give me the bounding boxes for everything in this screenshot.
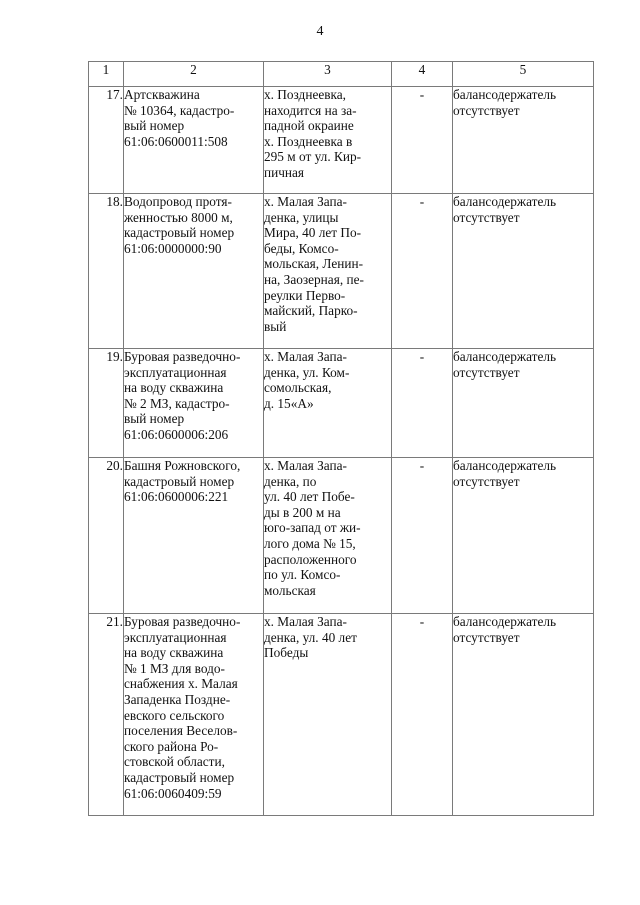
object-name-cell-line: № 1 МЗ для водо- bbox=[124, 660, 225, 676]
balance-holder-cell-line: отсутствует bbox=[453, 364, 520, 380]
object-name-cell-line: на воду скважина bbox=[124, 380, 224, 396]
balance-holder-cell bbox=[453, 614, 594, 816]
object-name-cell bbox=[124, 87, 264, 194]
table-row bbox=[89, 194, 594, 349]
balance-holder-cell-line: отсутствует bbox=[453, 473, 520, 489]
column-header-4: 4 bbox=[392, 62, 453, 87]
row-number: 18. bbox=[89, 194, 124, 349]
object-location-cell-line: реулки Перво- bbox=[264, 287, 346, 303]
balance-holder-cell-line: балансодержатель bbox=[453, 614, 557, 629]
balance-holder-cell-line: балансодержатель bbox=[453, 87, 557, 102]
object-location-cell bbox=[264, 349, 392, 458]
object-name-cell-line: 61:06:0000000:90 bbox=[124, 240, 222, 256]
object-location-cell-line: д. 15«А» bbox=[264, 395, 314, 411]
column-4-value: - bbox=[392, 194, 453, 349]
object-location-cell-line: на, Заозерная, пе- bbox=[264, 271, 364, 287]
object-name-cell-line: поселения Веселов- bbox=[124, 723, 238, 739]
object-location-cell-line: пичная bbox=[264, 164, 305, 180]
object-location-cell-line: сомольская, bbox=[264, 380, 332, 396]
object-name-cell bbox=[124, 458, 264, 614]
object-location-cell-line: находится на за- bbox=[264, 102, 357, 118]
object-name-cell-line: № 2 МЗ, кадастро- bbox=[124, 395, 230, 411]
property-registry-table bbox=[88, 61, 594, 816]
object-location-cell-line: денка, ул. Ком- bbox=[264, 364, 350, 380]
object-name-cell-line: вый номер bbox=[124, 118, 185, 134]
object-location-cell-line: х. Малая Запа- bbox=[264, 458, 347, 473]
object-location-cell-line: майский, Парко- bbox=[264, 303, 358, 319]
object-name-cell-line: снабжения х. Малая bbox=[124, 676, 238, 692]
column-4-value: - bbox=[392, 349, 453, 458]
object-location-cell-line: вый bbox=[264, 318, 287, 334]
object-name-cell-line: кадастровый номер bbox=[124, 225, 235, 241]
balance-holder-cell bbox=[453, 458, 594, 614]
object-location-cell-line: ул. 40 лет Побе- bbox=[264, 489, 355, 505]
balance-holder-cell bbox=[453, 194, 594, 349]
object-name-cell-line: 61:06:0600011:508 bbox=[124, 133, 228, 149]
object-name-cell-line: Артскважина bbox=[124, 87, 200, 102]
object-name-cell-line: кадастровый номер bbox=[124, 769, 235, 785]
object-location-cell-line: х. Позднеевка, bbox=[264, 87, 347, 102]
object-location-cell-line: мольская, Ленин- bbox=[264, 256, 364, 272]
object-location-cell-line: денка, по bbox=[264, 473, 317, 489]
column-header-5: 5 bbox=[453, 62, 594, 87]
object-location-cell bbox=[264, 614, 392, 816]
object-name-cell-line: евского сельского bbox=[124, 707, 225, 723]
balance-holder-cell bbox=[453, 87, 594, 194]
object-location-cell-line: 295 м от ул. Кир- bbox=[264, 149, 362, 165]
object-location-cell-line: юго-запад от жи- bbox=[264, 520, 361, 536]
table-row bbox=[89, 614, 594, 816]
object-name-cell-line: № 10364, кадастро- bbox=[124, 102, 235, 118]
column-header-3: 3 bbox=[264, 62, 392, 87]
balance-holder-cell-line: балансодержатель bbox=[453, 458, 557, 473]
object-location-cell-line: х. Малая Запа- bbox=[264, 194, 347, 209]
object-location-cell-line: расположенного bbox=[264, 551, 357, 567]
object-location-cell-line: денка, ул. 40 лет bbox=[264, 629, 357, 645]
object-name-cell-line: 61:06:0060409:59 bbox=[124, 785, 222, 801]
object-name-cell bbox=[124, 614, 264, 816]
object-name-cell-line: ского района Ро- bbox=[124, 738, 219, 754]
object-name-cell-line: Буровая разведочно- bbox=[124, 614, 241, 629]
balance-holder-cell-line: балансодержатель bbox=[453, 349, 557, 364]
object-location-cell-line: по ул. Комсо- bbox=[264, 567, 341, 583]
object-name-cell-line: 61:06:0600006:206 bbox=[124, 426, 229, 442]
object-name-cell-line: Западенка Поздне- bbox=[124, 691, 231, 707]
object-name-cell-line: женностью 8000 м, bbox=[124, 209, 233, 225]
object-name-cell-line: кадастровый номер bbox=[124, 473, 235, 489]
balance-holder-cell-line: отсутствует bbox=[453, 629, 520, 645]
object-name-cell-line: Буровая разведочно- bbox=[124, 349, 241, 364]
row-number: 21. bbox=[89, 614, 124, 816]
balance-holder-cell bbox=[453, 349, 594, 458]
page-number: 4 bbox=[316, 24, 324, 39]
row-number: 19. bbox=[89, 349, 124, 458]
object-location-cell bbox=[264, 458, 392, 614]
object-location-cell-line: Победы bbox=[264, 645, 309, 661]
object-name-cell-line: на воду скважина bbox=[124, 645, 224, 661]
object-location-cell-line: беды, Комсо- bbox=[264, 240, 339, 256]
table-header-row bbox=[89, 62, 594, 87]
object-location-cell bbox=[264, 87, 392, 194]
column-4-value: - bbox=[392, 614, 453, 816]
table-body bbox=[89, 87, 594, 816]
object-name-cell-line: Башня Рожновского, bbox=[124, 458, 241, 473]
column-4-value: - bbox=[392, 87, 453, 194]
column-4-value: - bbox=[392, 458, 453, 614]
balance-holder-cell-line: отсутствует bbox=[453, 209, 520, 225]
balance-holder-cell-line: балансодержатель bbox=[453, 194, 557, 209]
object-location-cell-line: мольская bbox=[264, 582, 316, 598]
column-header-1: 1 bbox=[89, 62, 124, 87]
object-name-cell-line: вый номер bbox=[124, 411, 185, 427]
object-name-cell-line: 61:06:0600006:221 bbox=[124, 489, 229, 505]
table-row bbox=[89, 349, 594, 458]
object-location-cell-line: ды в 200 м на bbox=[264, 504, 341, 520]
object-location-cell-line: Мира, 40 лет По- bbox=[264, 225, 362, 241]
table-row bbox=[89, 458, 594, 614]
object-name-cell-line: эксплуатационная bbox=[124, 364, 227, 380]
row-number: 20. bbox=[89, 458, 124, 614]
object-location-cell bbox=[264, 194, 392, 349]
object-name-cell-line: стовской области, bbox=[124, 754, 225, 770]
table-row bbox=[89, 87, 594, 194]
object-location-cell-line: х. Малая Запа- bbox=[264, 349, 347, 364]
object-location-cell-line: х. Малая Запа- bbox=[264, 614, 347, 629]
object-name-cell bbox=[124, 194, 264, 349]
object-name-cell-line: эксплуатационная bbox=[124, 629, 227, 645]
object-name-cell-line: Водопровод протя- bbox=[124, 194, 232, 209]
balance-holder-cell-line: отсутствует bbox=[453, 102, 520, 118]
column-header-2: 2 bbox=[124, 62, 264, 87]
object-location-cell-line: х. Позднеевка в bbox=[264, 133, 353, 149]
object-location-cell-line: лого дома № 15, bbox=[264, 535, 356, 551]
object-name-cell bbox=[124, 349, 264, 458]
row-number: 17. bbox=[89, 87, 124, 194]
object-location-cell-line: денка, улицы bbox=[264, 209, 339, 225]
object-location-cell-line: падной окраине bbox=[264, 118, 354, 134]
